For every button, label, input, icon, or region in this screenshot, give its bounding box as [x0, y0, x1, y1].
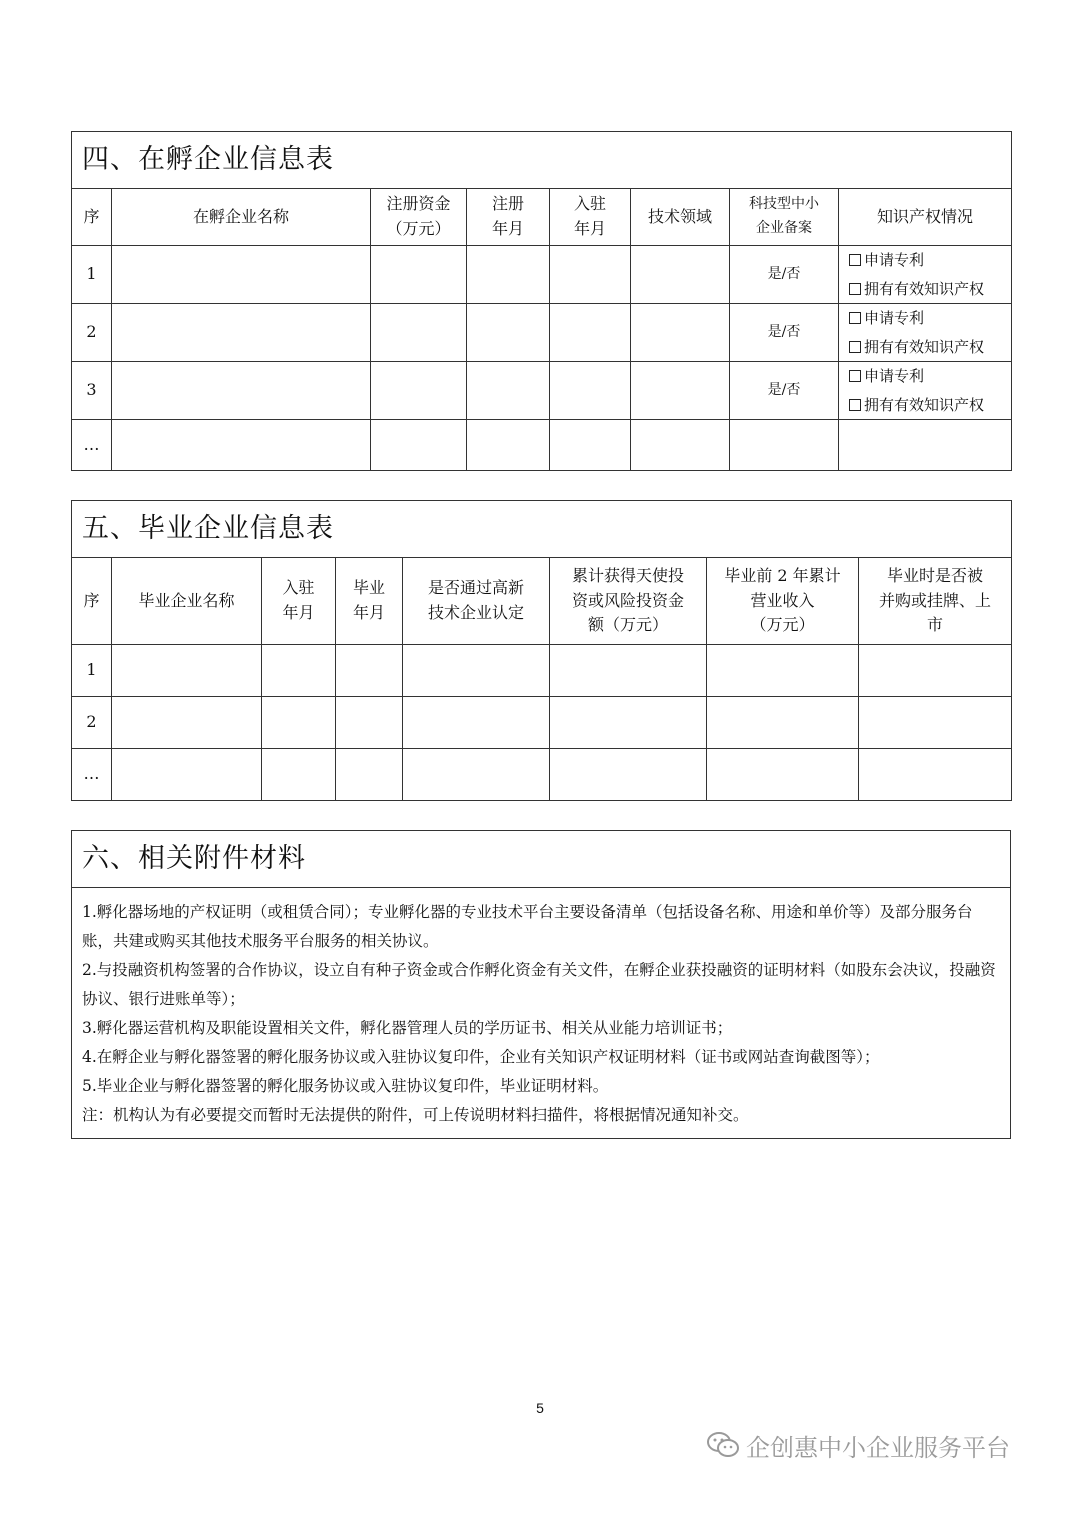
tech-field-cell[interactable] — [631, 246, 730, 304]
revenue-cell[interactable] — [707, 697, 859, 749]
checkbox-icon[interactable] — [849, 399, 861, 411]
table-row — [72, 697, 1012, 749]
header-cell: 技术领域 — [631, 189, 730, 246]
row-number: … — [72, 749, 112, 801]
revenue-cell[interactable] — [707, 645, 859, 697]
investment-cell[interactable] — [550, 645, 707, 697]
ip-cell — [839, 304, 1012, 362]
listing-cell[interactable] — [859, 749, 1012, 801]
wechat-icon — [706, 1431, 740, 1459]
graduation-date-cell[interactable] — [336, 749, 403, 801]
record-cell[interactable] — [730, 420, 839, 471]
header-cell: 毕业时是否被 并购或挂牌、上 市 — [859, 558, 1012, 645]
graduation-date-cell[interactable] — [336, 645, 403, 697]
row-number: 2 — [72, 697, 112, 749]
header-cell: 注册资金 （万元） — [371, 189, 467, 246]
entry-date-cell[interactable] — [550, 362, 631, 420]
capital-cell[interactable] — [371, 304, 467, 362]
entry-date-cell[interactable] — [550, 304, 631, 362]
header-cell: 毕业企业名称 — [112, 558, 262, 645]
checkbox-option[interactable]: 拥有有效知识产权 — [849, 391, 1011, 420]
header-cell: 科技型中小 企业备案 — [730, 189, 839, 246]
header-cell: 是否通过高新 技术企业认定 — [403, 558, 550, 645]
investment-cell[interactable] — [550, 749, 707, 801]
checkbox-option[interactable]: 申请专利 — [849, 304, 1011, 333]
header-cell: 毕业前 2 年累计 营业收入 （万元） — [707, 558, 859, 645]
header-cell: 累计获得天使投 资或风险投资金 额（万元） — [550, 558, 707, 645]
checkbox-option[interactable]: 拥有有效知识产权 — [849, 275, 1011, 304]
header-cell: 知识产权情况 — [839, 189, 1012, 246]
watermark — [706, 1425, 1010, 1465]
ip-cell[interactable] — [839, 420, 1012, 471]
table-header-row — [72, 558, 1012, 645]
header-cell: 序 — [72, 558, 112, 645]
list-item: 1.孵化器场地的产权证明（或租赁合同）；专业孵化器的专业技术平台主要设备清单（包括设备名称、用途和单价等）及部分服务台账，共建或购买其他技术服务平台服务的相关协议。 — [82, 903, 973, 950]
row-number: 3 — [72, 362, 112, 420]
register-date-cell[interactable] — [467, 420, 550, 471]
enterprise-name-cell[interactable] — [112, 645, 262, 697]
ip-cell — [839, 246, 1012, 304]
page-number: 5 — [536, 1400, 544, 1416]
header-cell: 在孵企业名称 — [112, 189, 371, 246]
record-cell[interactable]: 是/否 — [730, 304, 839, 362]
table-row — [72, 304, 1012, 362]
checkbox-option[interactable]: 拥有有效知识产权 — [849, 333, 1011, 362]
checkbox-icon[interactable] — [849, 370, 861, 382]
listing-cell[interactable] — [859, 697, 1012, 749]
entry-date-cell[interactable] — [262, 645, 336, 697]
watermark-text: 企创惠中小企业服务平台 — [746, 1433, 1010, 1462]
section-title: 五、毕业企业信息表 — [72, 501, 1012, 558]
entry-date-cell[interactable] — [550, 420, 631, 471]
ip-cell — [839, 362, 1012, 420]
row-number: 2 — [72, 304, 112, 362]
row-number: 1 — [72, 246, 112, 304]
capital-cell[interactable] — [371, 420, 467, 471]
enterprise-name-cell[interactable] — [112, 246, 371, 304]
enterprise-name-cell[interactable] — [112, 697, 262, 749]
section-title: 六、相关附件材料 — [72, 831, 1011, 888]
table-row — [72, 645, 1012, 697]
tech-field-cell[interactable] — [631, 304, 730, 362]
capital-cell[interactable] — [371, 362, 467, 420]
list-item: 5.毕业企业与孵化器签署的孵化服务协议或入驻协议复印件，毕业证明材料。 — [82, 1077, 609, 1095]
list-item: 2.与投融资机构签署的合作协议，设立自有种子资金或合作孵化资金有关文件，在孵企业获投融资的证明材料（如股东会决议，投融资协议、银行进账单等）； — [82, 961, 996, 1008]
capital-cell[interactable] — [371, 246, 467, 304]
checkbox-icon[interactable] — [849, 254, 861, 266]
header-cell: 毕业 年月 — [336, 558, 403, 645]
incubated-enterprises-table — [71, 131, 1012, 471]
header-cell: 入驻 年月 — [262, 558, 336, 645]
record-cell[interactable]: 是/否 — [730, 246, 839, 304]
header-cell: 入驻 年月 — [550, 189, 631, 246]
table-row — [72, 749, 1012, 801]
investment-cell[interactable] — [550, 697, 707, 749]
table-header-row — [72, 189, 1012, 246]
enterprise-name-cell[interactable] — [112, 362, 371, 420]
graduation-date-cell[interactable] — [336, 697, 403, 749]
header-cell: 注册 年月 — [467, 189, 550, 246]
register-date-cell[interactable] — [467, 246, 550, 304]
entry-date-cell[interactable] — [262, 697, 336, 749]
register-date-cell[interactable] — [467, 304, 550, 362]
section-title: 四、在孵企业信息表 — [72, 132, 1012, 189]
header-cell: 序 — [72, 189, 112, 246]
attachments-table — [71, 830, 1011, 1139]
table-row — [72, 246, 1012, 304]
enterprise-name-cell[interactable] — [112, 420, 371, 471]
checkbox-option[interactable]: 申请专利 — [849, 362, 1011, 391]
list-item: 4.在孵企业与孵化器签署的孵化服务协议或入驻协议复印件，企业有关知识产权证明材料（证书或网站查询截图等）； — [82, 1048, 880, 1066]
attachments-list — [72, 888, 1011, 1139]
checkbox-icon[interactable] — [849, 341, 861, 353]
enterprise-name-cell[interactable] — [112, 749, 262, 801]
checkbox-icon[interactable] — [849, 283, 861, 295]
revenue-cell[interactable] — [707, 749, 859, 801]
checkbox-option[interactable]: 申请专利 — [849, 246, 1011, 275]
list-item: 3.孵化器运营机构及职能设置相关文件，孵化器管理人员的学历证书、相关从业能力培训证书； — [82, 1019, 733, 1037]
register-date-cell[interactable] — [467, 362, 550, 420]
enterprise-name-cell[interactable] — [112, 304, 371, 362]
entry-date-cell[interactable] — [550, 246, 631, 304]
record-cell[interactable]: 是/否 — [730, 362, 839, 420]
high-tech-cell[interactable] — [403, 697, 550, 749]
tech-field-cell[interactable] — [631, 420, 730, 471]
row-number: 1 — [72, 645, 112, 697]
checkbox-icon[interactable] — [849, 312, 861, 324]
table-row — [72, 362, 1012, 420]
row-number: … — [72, 420, 112, 471]
listing-cell[interactable] — [859, 645, 1012, 697]
tech-field-cell[interactable] — [631, 362, 730, 420]
high-tech-cell[interactable] — [403, 749, 550, 801]
graduated-enterprises-table — [71, 500, 1012, 801]
table-row — [72, 420, 1012, 471]
entry-date-cell[interactable] — [262, 749, 336, 801]
note: 注：机构认为有必要提交而暂时无法提供的附件，可上传说明材料扫描件，将根据情况通知补交。 — [82, 1106, 749, 1124]
high-tech-cell[interactable] — [403, 645, 550, 697]
